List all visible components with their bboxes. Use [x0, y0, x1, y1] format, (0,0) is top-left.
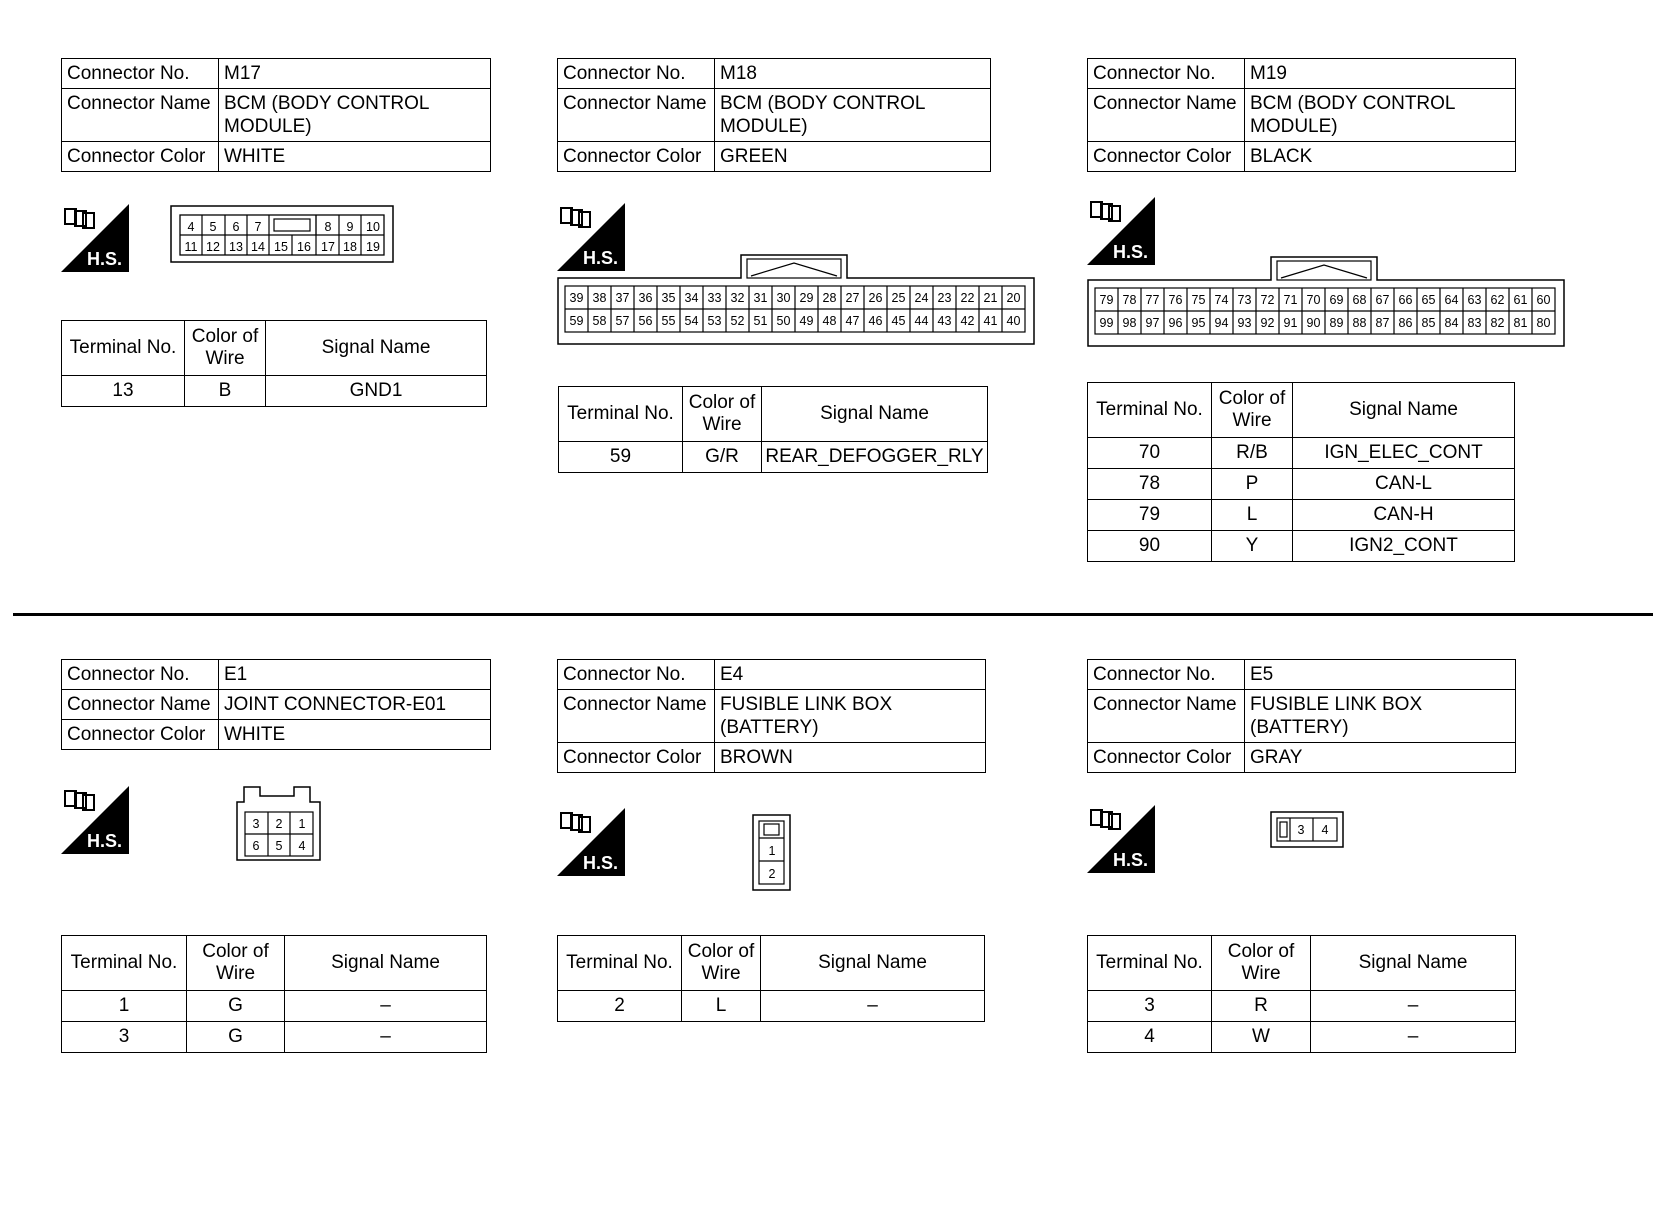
wire-color-header: Color of Wire — [185, 321, 266, 376]
svg-text:H.S.: H.S. — [583, 853, 619, 873]
signal-name-cell: – — [1311, 1022, 1516, 1053]
terminal-no-cell: 79 — [1088, 500, 1212, 531]
connector-color-label: Connector Color — [558, 142, 715, 172]
pin-label: 40 — [1006, 314, 1021, 328]
pin-label: 75 — [1191, 293, 1206, 307]
signal-name-cell: CAN-H — [1293, 500, 1515, 531]
pin-label: 88 — [1352, 316, 1367, 330]
pin-label: 94 — [1214, 316, 1229, 330]
signal-name-cell: CAN-L — [1293, 469, 1515, 500]
signal-name-header: Signal Name — [761, 936, 985, 991]
pin-label: 82 — [1490, 316, 1505, 330]
hs-icon — [1087, 197, 1155, 265]
connector-block-m18 — [557, 58, 991, 172]
pin-label: 15 — [274, 240, 288, 254]
connector-block-e4 — [557, 659, 986, 773]
connector-name-label: Connector Name — [558, 89, 715, 142]
connector-name-label: Connector Name — [62, 89, 219, 142]
pin-label: 7 — [254, 220, 262, 234]
terminal-no-cell: 3 — [1088, 991, 1212, 1022]
pin-label: 96 — [1168, 316, 1183, 330]
wire-color-cell: G/R — [683, 442, 762, 473]
pin-label: 5 — [275, 839, 283, 853]
connector-info-table — [557, 58, 991, 172]
pin-label: 65 — [1421, 293, 1436, 307]
pin-label: 61 — [1513, 293, 1528, 307]
signal-name-cell: IGN2_CONT — [1293, 531, 1515, 562]
terminal-no-header: Terminal No. — [62, 936, 187, 991]
pin-label: 2 — [275, 817, 283, 831]
pin-label: 92 — [1260, 316, 1275, 330]
pin-label: 41 — [983, 314, 998, 328]
wire-color-cell: B — [185, 376, 266, 407]
pin-label: 44 — [914, 314, 929, 328]
pin-label: 66 — [1398, 293, 1413, 307]
wire-color-cell: G — [187, 1022, 285, 1053]
pin-label: 80 — [1536, 316, 1551, 330]
pin-label: 4 — [1321, 823, 1329, 837]
pin-label: 76 — [1168, 293, 1183, 307]
pin-label: 42 — [960, 314, 975, 328]
pin-label: 64 — [1444, 293, 1459, 307]
pin-label: 17 — [321, 240, 335, 254]
pin-label: 6 — [232, 220, 240, 234]
wire-color-cell: W — [1212, 1022, 1311, 1053]
connector-color-label: Connector Color — [1088, 142, 1245, 172]
terminal-block-e5 — [1087, 935, 1516, 1053]
pin-label: 3 — [1297, 823, 1305, 837]
pin-label: 57 — [615, 314, 630, 328]
terminal-table — [558, 386, 988, 473]
wire-color-cell: R/B — [1212, 438, 1293, 469]
connector-no-label: Connector No. — [1088, 660, 1245, 690]
pin-label: 34 — [684, 291, 699, 305]
pin-label: 14 — [251, 240, 265, 254]
pin-label: 54 — [684, 314, 699, 328]
terminal-table — [1087, 935, 1516, 1053]
pin-label: 31 — [753, 291, 768, 305]
table-row — [559, 442, 988, 473]
connector-face-e4 — [752, 814, 792, 892]
terminal-block-e1 — [61, 935, 487, 1053]
connector-no-value: E5 — [1245, 660, 1516, 690]
connector-name-value: BCM (BODY CONTROL MODULE) — [715, 89, 991, 142]
pin-label: 63 — [1467, 293, 1482, 307]
connector-block-m17 — [61, 58, 491, 172]
terminal-no-header: Terminal No. — [62, 321, 185, 376]
connector-no-label: Connector No. — [558, 660, 715, 690]
pin-label: 21 — [983, 291, 998, 305]
terminal-no-cell: 59 — [559, 442, 683, 473]
wire-color-cell: Y — [1212, 531, 1293, 562]
pin-label: 22 — [960, 291, 975, 305]
connector-no-value: M17 — [219, 59, 491, 89]
connector-info-table — [557, 659, 986, 773]
pin-label: 27 — [845, 291, 860, 305]
pin-label: 5 — [209, 220, 217, 234]
pin-label: 77 — [1145, 293, 1160, 307]
table-row — [1088, 1022, 1516, 1053]
connector-name-value: BCM (BODY CONTROL MODULE) — [1245, 89, 1516, 142]
pin-label: 56 — [638, 314, 653, 328]
connector-block-e5 — [1087, 659, 1516, 773]
terminal-no-cell: 90 — [1088, 531, 1212, 562]
terminal-no-cell: 3 — [62, 1022, 187, 1053]
connector-color-label: Connector Color — [1088, 743, 1245, 773]
pin-label: 4 — [187, 220, 195, 234]
signal-name-cell: GND1 — [266, 376, 487, 407]
pin-label: 30 — [776, 291, 791, 305]
pin-label: 28 — [822, 291, 837, 305]
pin-label: 38 — [592, 291, 607, 305]
terminal-block-e4 — [557, 935, 985, 1022]
terminal-no-cell: 70 — [1088, 438, 1212, 469]
pin-label: 4 — [298, 839, 306, 853]
connector-name-label: Connector Name — [1088, 89, 1245, 142]
pin-label: 33 — [707, 291, 722, 305]
connector-color-value: WHITE — [219, 720, 491, 750]
table-row — [1088, 469, 1515, 500]
pin-label: 86 — [1398, 316, 1413, 330]
connector-face-m19 — [1087, 256, 1565, 348]
connector-name-label: Connector Name — [62, 690, 219, 720]
signal-name-header: Signal Name — [762, 387, 988, 442]
pin-label: 60 — [1536, 293, 1551, 307]
terminal-no-cell: 13 — [62, 376, 185, 407]
connector-no-label: Connector No. — [1088, 59, 1245, 89]
connector-block-m19 — [1087, 58, 1516, 172]
pin-label: 45 — [891, 314, 906, 328]
connector-color-value: GREEN — [715, 142, 991, 172]
pin-label: 6 — [252, 839, 260, 853]
pin-label: 90 — [1306, 316, 1321, 330]
pin-label: 11 — [184, 240, 198, 254]
table-row — [62, 376, 487, 407]
terminal-no-header: Terminal No. — [558, 936, 682, 991]
connector-face-e5 — [1270, 811, 1346, 849]
table-row — [62, 1022, 487, 1053]
connector-info-table — [1087, 58, 1516, 172]
svg-text:H.S.: H.S. — [1113, 242, 1149, 262]
pin-label: 46 — [868, 314, 883, 328]
pin-label: 1 — [768, 844, 776, 858]
pin-label: 98 — [1122, 316, 1137, 330]
signal-name-cell: – — [285, 991, 487, 1022]
connector-color-label: Connector Color — [62, 720, 219, 750]
connector-info-table — [1087, 659, 1516, 773]
pin-label: 53 — [707, 314, 722, 328]
terminal-no-header: Terminal No. — [559, 387, 683, 442]
pin-label: 71 — [1283, 293, 1298, 307]
connector-color-value: WHITE — [219, 142, 491, 172]
pin-label: 84 — [1444, 316, 1459, 330]
hs-icon — [557, 808, 625, 876]
pin-label: 25 — [891, 291, 906, 305]
wire-color-cell: R — [1212, 991, 1311, 1022]
terminal-block-m19 — [1087, 382, 1515, 562]
pin-label: 87 — [1375, 316, 1390, 330]
hs-icon — [61, 204, 129, 272]
connector-name-label: Connector Name — [558, 690, 715, 743]
table-row — [1088, 531, 1515, 562]
pin-label: 12 — [206, 240, 220, 254]
terminal-table — [1087, 382, 1515, 562]
wire-color-header: Color of Wire — [187, 936, 285, 991]
wire-color-header: Color of Wire — [1212, 936, 1311, 991]
pin-label: 9 — [346, 220, 354, 234]
terminal-no-cell: 2 — [558, 991, 682, 1022]
terminal-no-header: Terminal No. — [1088, 936, 1212, 991]
pin-label: 69 — [1329, 293, 1344, 307]
pin-label: 59 — [569, 314, 584, 328]
connector-no-value: E1 — [219, 660, 491, 690]
pin-label: 52 — [730, 314, 745, 328]
pin-label: 58 — [592, 314, 607, 328]
pin-label: 43 — [937, 314, 952, 328]
pin-label: 3 — [252, 817, 260, 831]
section-divider — [13, 613, 1653, 616]
signal-name-cell: – — [285, 1022, 487, 1053]
pin-label: 18 — [343, 240, 357, 254]
pin-label: 20 — [1006, 291, 1021, 305]
wire-color-header: Color of Wire — [682, 936, 761, 991]
table-row — [62, 991, 487, 1022]
signal-name-cell: IGN_ELEC_CONT — [1293, 438, 1515, 469]
pin-label: 79 — [1099, 293, 1114, 307]
pin-label: 19 — [366, 240, 380, 254]
terminal-table — [61, 935, 487, 1053]
signal-name-cell: REAR_DEFOGGER_RLY — [762, 442, 988, 473]
connector-info-table — [61, 58, 491, 172]
connector-name-value: FUSIBLE LINK BOX (BATTERY) — [1245, 690, 1516, 743]
connector-face-e1 — [236, 786, 322, 862]
connector-color-value: BROWN — [715, 743, 986, 773]
pin-label: 26 — [868, 291, 883, 305]
connector-face-m17 — [170, 205, 394, 265]
pin-label: 73 — [1237, 293, 1252, 307]
pin-label: 2 — [768, 867, 776, 881]
pin-label: 91 — [1283, 316, 1298, 330]
connector-name-label: Connector Name — [1088, 690, 1245, 743]
pin-label: 35 — [661, 291, 676, 305]
pin-label: 49 — [799, 314, 814, 328]
connector-color-value: BLACK — [1245, 142, 1516, 172]
wire-color-cell: P — [1212, 469, 1293, 500]
pin-label: 36 — [638, 291, 653, 305]
pin-label: 99 — [1099, 316, 1114, 330]
connector-name-value: BCM (BODY CONTROL MODULE) — [219, 89, 491, 142]
pin-label: 97 — [1145, 316, 1160, 330]
pin-label: 48 — [822, 314, 837, 328]
wire-color-cell: L — [682, 991, 761, 1022]
signal-name-cell: – — [1311, 991, 1516, 1022]
signal-name-header: Signal Name — [1293, 383, 1515, 438]
pin-label: 93 — [1237, 316, 1252, 330]
table-row — [1088, 500, 1515, 531]
connector-block-e1 — [61, 659, 491, 750]
pin-label: 24 — [914, 291, 929, 305]
wire-color-header: Color of Wire — [683, 387, 762, 442]
connector-no-value: M19 — [1245, 59, 1516, 89]
pin-label: 8 — [324, 220, 332, 234]
terminal-no-cell: 78 — [1088, 469, 1212, 500]
svg-text:H.S.: H.S. — [583, 248, 619, 268]
pin-label: 10 — [366, 220, 380, 234]
pin-label: 62 — [1490, 293, 1505, 307]
pin-label: 74 — [1214, 293, 1229, 307]
pin-label: 16 — [297, 240, 311, 254]
pin-label: 50 — [776, 314, 791, 328]
pin-label: 32 — [730, 291, 745, 305]
terminal-block-m17 — [61, 320, 487, 407]
pin-label: 68 — [1352, 293, 1367, 307]
wire-color-cell: L — [1212, 500, 1293, 531]
wire-color-header: Color of Wire — [1212, 383, 1293, 438]
pin-label: 37 — [615, 291, 630, 305]
connector-face-m18 — [557, 254, 1035, 346]
pin-label: 72 — [1260, 293, 1275, 307]
hs-icon — [1087, 805, 1155, 873]
pin-label: 51 — [753, 314, 768, 328]
terminal-no-cell: 1 — [62, 991, 187, 1022]
table-row — [1088, 991, 1516, 1022]
terminal-no-header: Terminal No. — [1088, 383, 1212, 438]
pin-label: 47 — [845, 314, 860, 328]
connector-color-value: GRAY — [1245, 743, 1516, 773]
signal-name-header: Signal Name — [285, 936, 487, 991]
connector-no-value: M18 — [715, 59, 991, 89]
svg-text:H.S.: H.S. — [1113, 850, 1149, 870]
pin-label: 78 — [1122, 293, 1137, 307]
connector-name-value: JOINT CONNECTOR-E01 — [219, 690, 491, 720]
connector-no-label: Connector No. — [62, 59, 219, 89]
pin-label: 39 — [569, 291, 584, 305]
connector-no-label: Connector No. — [62, 660, 219, 690]
pin-label: 95 — [1191, 316, 1206, 330]
connector-no-label: Connector No. — [558, 59, 715, 89]
svg-text:H.S.: H.S. — [87, 831, 123, 851]
svg-text:H.S.: H.S. — [87, 249, 123, 269]
pin-label: 83 — [1467, 316, 1482, 330]
pin-label: 85 — [1421, 316, 1436, 330]
signal-name-cell: – — [761, 991, 985, 1022]
pin-label: 70 — [1306, 293, 1321, 307]
terminal-block-m18 — [558, 386, 988, 473]
table-row — [1088, 438, 1515, 469]
connector-name-value: FUSIBLE LINK BOX (BATTERY) — [715, 690, 986, 743]
connector-info-table — [61, 659, 491, 750]
pin-label: 29 — [799, 291, 814, 305]
wire-color-cell: G — [187, 991, 285, 1022]
pin-label: 13 — [229, 240, 243, 254]
connector-no-value: E4 — [715, 660, 986, 690]
pin-label: 89 — [1329, 316, 1344, 330]
pin-label: 81 — [1513, 316, 1528, 330]
terminal-no-cell: 4 — [1088, 1022, 1212, 1053]
signal-name-header: Signal Name — [266, 321, 487, 376]
pin-label: 23 — [937, 291, 952, 305]
signal-name-header: Signal Name — [1311, 936, 1516, 991]
hs-icon — [61, 786, 129, 854]
terminal-table — [557, 935, 985, 1022]
connector-color-label: Connector Color — [62, 142, 219, 172]
pin-label: 67 — [1375, 293, 1390, 307]
pin-label: 1 — [298, 817, 306, 831]
pin-label: 55 — [661, 314, 676, 328]
table-row — [558, 991, 985, 1022]
terminal-table — [61, 320, 487, 407]
connector-color-label: Connector Color — [558, 743, 715, 773]
